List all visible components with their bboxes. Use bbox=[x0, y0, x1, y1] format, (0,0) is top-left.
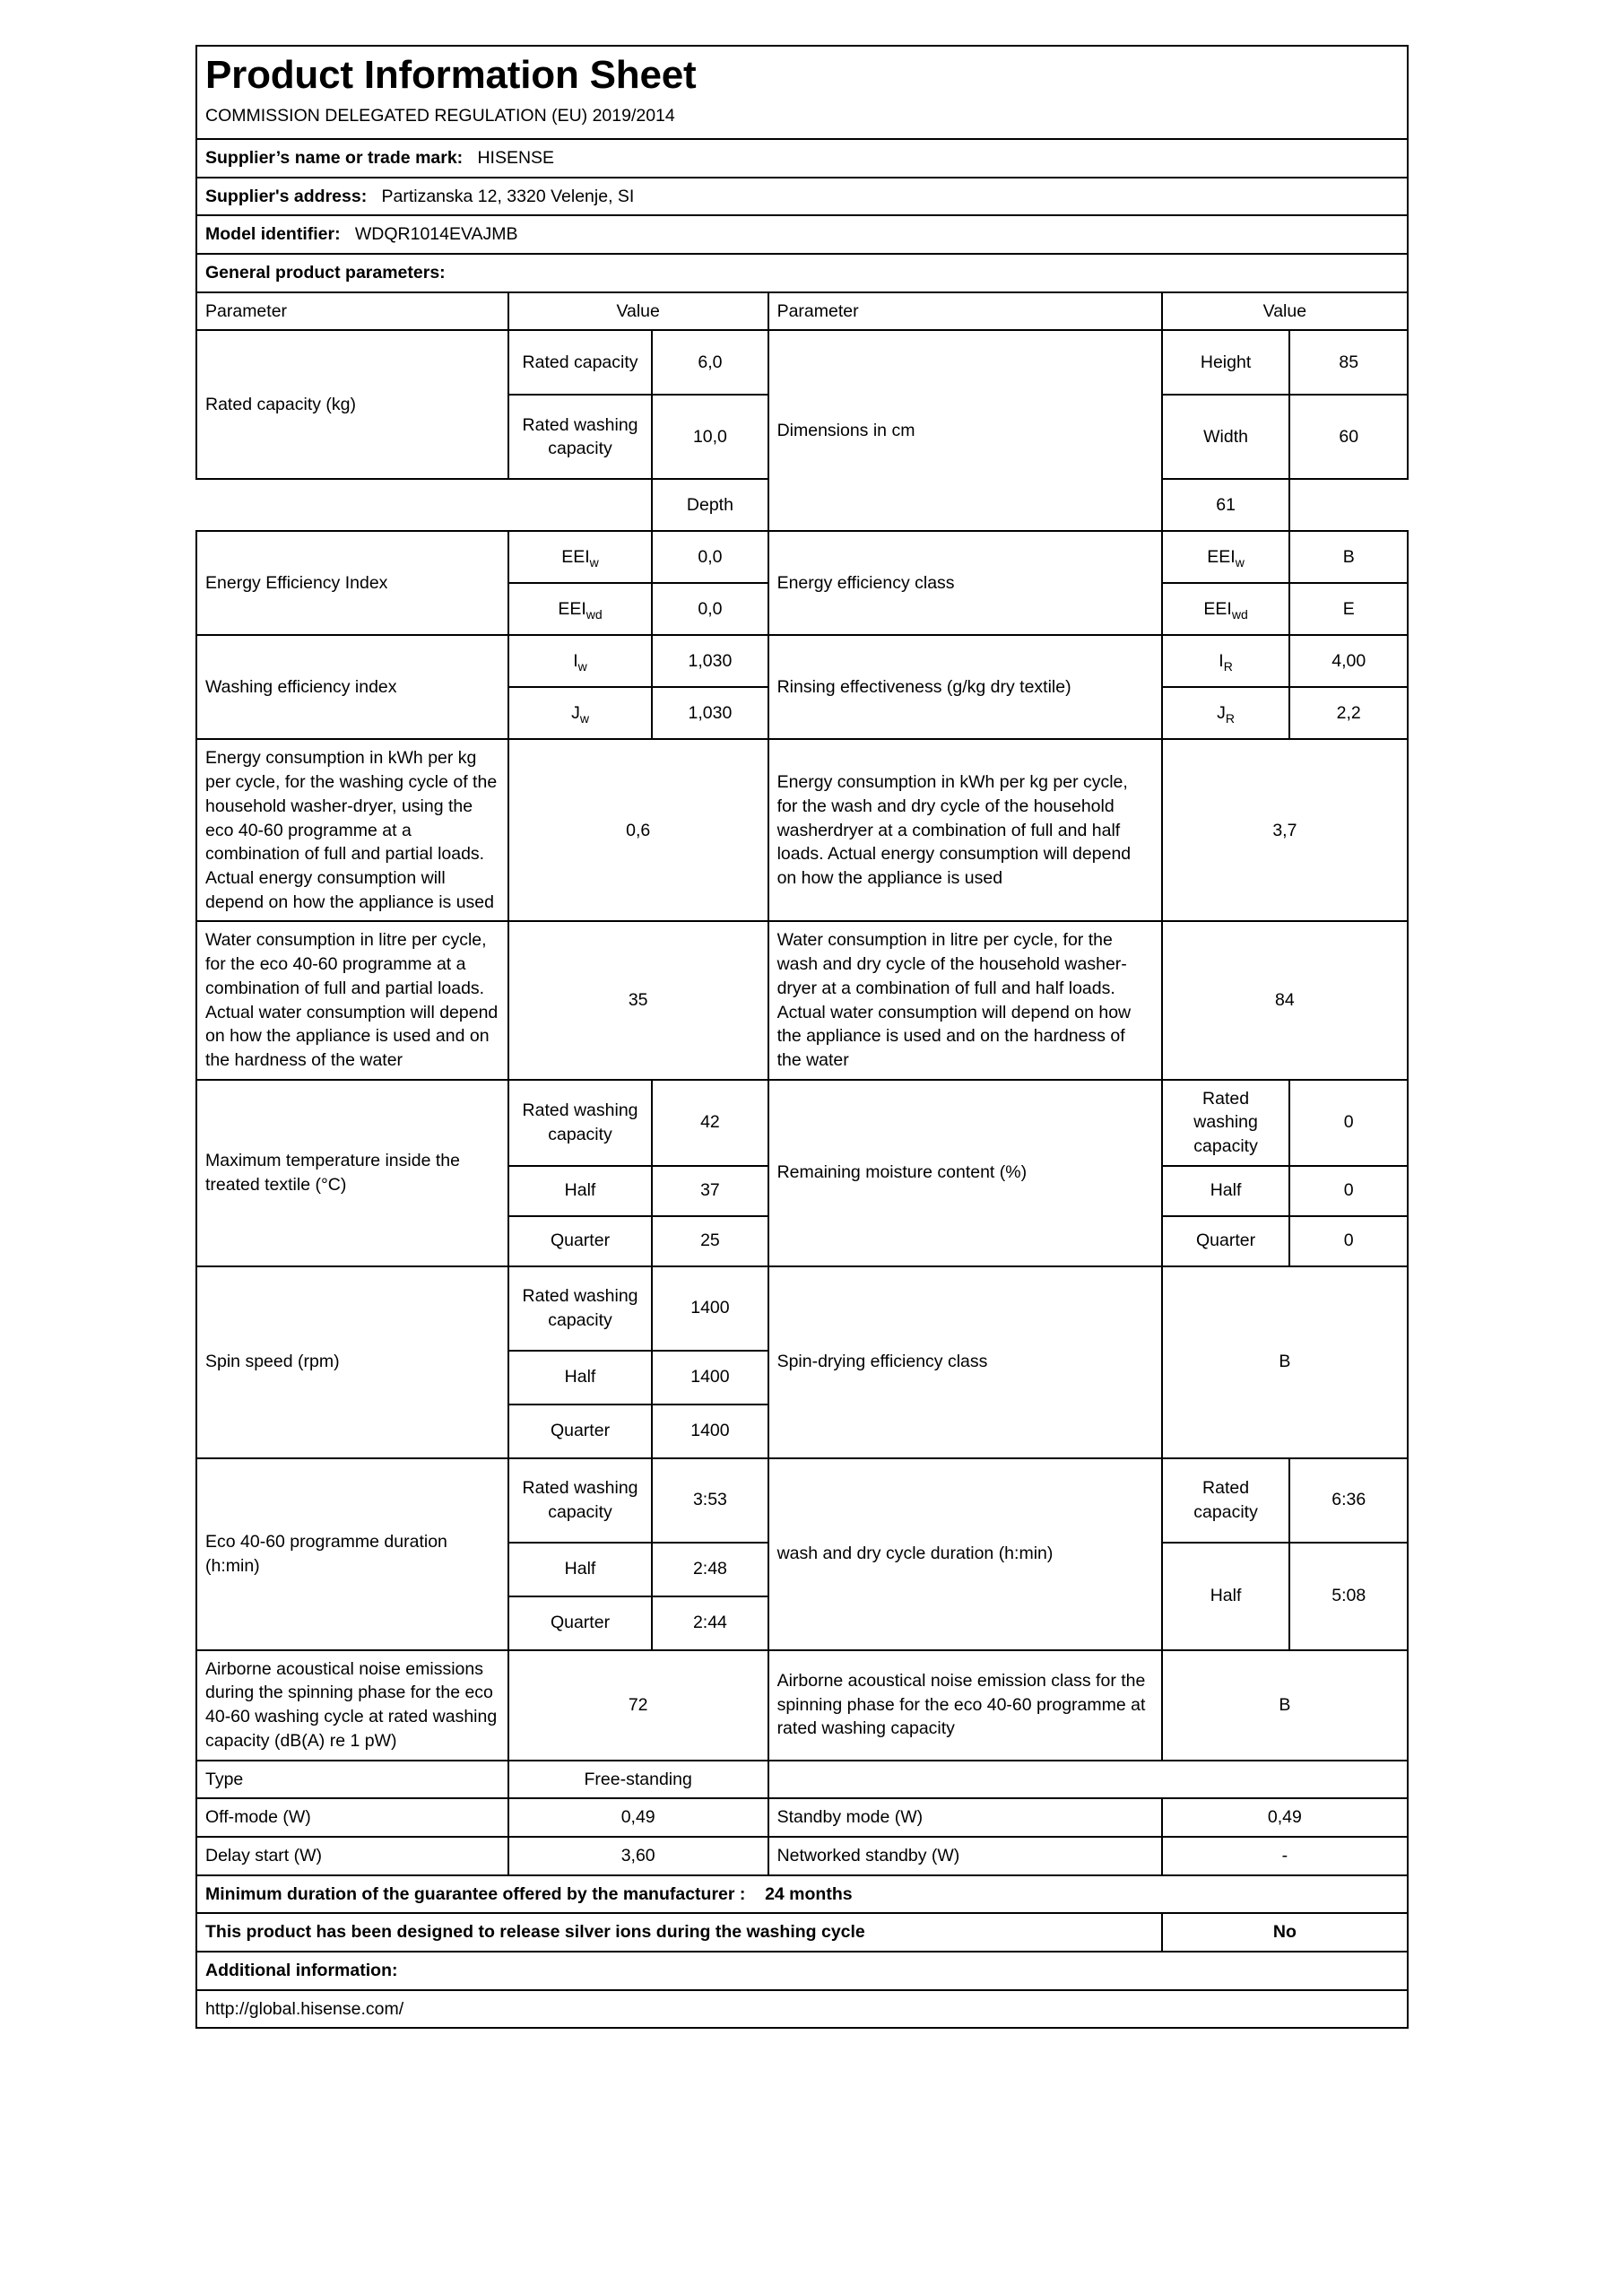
supplier-name-cell bbox=[196, 139, 1408, 178]
dimensions-height-label: Height bbox=[1162, 330, 1290, 395]
moisture-rated-label: Rated washing capacity bbox=[1162, 1080, 1290, 1166]
networked-standby-label: Networked standby (W) bbox=[768, 1837, 1162, 1875]
rated-capacity-row-1 bbox=[196, 330, 1408, 395]
spin-drying-class-label: Spin-drying efficiency class bbox=[768, 1266, 1162, 1458]
washing-efficiency-jw-symbol: $J_w$ bbox=[508, 687, 653, 739]
delay-start-label: Delay start (W) bbox=[196, 1837, 508, 1875]
title-cell bbox=[196, 46, 1408, 139]
column-header-parameter-left: Parameter bbox=[196, 292, 508, 331]
spin-speed-quarter-label: Quarter bbox=[508, 1405, 653, 1458]
washing-efficiency-row-1 bbox=[196, 635, 1408, 687]
dimensions-depth-label: Depth bbox=[652, 479, 768, 531]
supplier-name-value: HISENSE bbox=[477, 147, 555, 168]
rinsing-jr-symbol: $J_R$ bbox=[1162, 687, 1290, 739]
washing-efficiency-iw-symbol: $I_w$ bbox=[508, 635, 653, 687]
off-mode-row bbox=[196, 1798, 1408, 1837]
url-row bbox=[196, 1990, 1408, 2029]
max-temperature-quarter-value: 25 bbox=[652, 1216, 768, 1266]
regulation-reference: COMMISSION DELEGATED REGULATION (EU) 2019/2014 bbox=[205, 106, 675, 126]
silver-ions-value: No bbox=[1162, 1913, 1408, 1952]
supplier-name-label: Supplier’s name or trade mark: bbox=[205, 147, 464, 168]
rinsing-ir-value: 4,00 bbox=[1289, 635, 1408, 687]
delay-start-value: 3,60 bbox=[508, 1837, 768, 1875]
eco-duration-rated-label: Rated washing capacity bbox=[508, 1458, 653, 1543]
guarantee-value: 24 months bbox=[765, 1883, 853, 1904]
washing-efficiency-index-label: Washing efficiency index bbox=[196, 635, 508, 739]
eei-wd-value: 0,0 bbox=[652, 583, 768, 635]
eco-duration-quarter-value: 2:44 bbox=[652, 1596, 768, 1650]
additional-information-row bbox=[196, 1952, 1408, 1990]
dimensions-height-value: 85 bbox=[1289, 330, 1408, 395]
model-identifier-row bbox=[196, 215, 1408, 254]
column-header-value-left: Value bbox=[508, 292, 768, 331]
rinsing-jr-value: 2,2 bbox=[1289, 687, 1408, 739]
dimensions-depth-value: 61 bbox=[1162, 479, 1290, 531]
networked-standby-value: - bbox=[1162, 1837, 1408, 1875]
eco-duration-quarter-label: Quarter bbox=[508, 1596, 653, 1650]
max-temperature-half-value: 37 bbox=[652, 1166, 768, 1216]
additional-information-label: Additional information: bbox=[196, 1952, 1408, 1990]
washing-efficiency-iw-value: 1,030 bbox=[652, 635, 768, 687]
moisture-quarter-value: 0 bbox=[1289, 1216, 1408, 1266]
eei-w-symbol: $EEI_w$ bbox=[508, 531, 653, 583]
standby-mode-value: 0,49 bbox=[1162, 1798, 1408, 1837]
title-row bbox=[196, 46, 1408, 139]
washdry-duration-rated-label: Rated capacity bbox=[1162, 1458, 1290, 1543]
column-header-parameter-right: Parameter bbox=[768, 292, 1162, 331]
energy-consumption-wash-value: 0,6 bbox=[508, 739, 768, 921]
energy-class-w-symbol: $EEI_w$ bbox=[1162, 531, 1290, 583]
spin-speed-quarter-value: 1400 bbox=[652, 1405, 768, 1458]
moisture-rated-value: 0 bbox=[1289, 1080, 1408, 1166]
page-title: Product Information Sheet bbox=[205, 53, 697, 97]
guarantee-row bbox=[196, 1875, 1408, 1914]
supplier-address-cell bbox=[196, 178, 1408, 216]
water-consumption-washdry-label: Water consumption in litre per cycle, for the wash and dry cycle of the household washer-dryer at a combination of full and half loads. Actual water consumption will depend on how the appliance is used and on the hardness of the water bbox=[768, 921, 1162, 1079]
noise-class-value: B bbox=[1162, 1650, 1408, 1761]
off-mode-value: 0,49 bbox=[508, 1798, 768, 1837]
rated-washing-capacity-value: 10,0 bbox=[652, 395, 768, 479]
silver-ions-row bbox=[196, 1913, 1408, 1952]
general-parameters-row bbox=[196, 254, 1408, 292]
energy-consumption-washdry-value: 3,7 bbox=[1162, 739, 1408, 921]
energy-consumption-row bbox=[196, 739, 1408, 921]
spin-speed-label: Spin speed (rpm) bbox=[196, 1266, 508, 1458]
moisture-half-value: 0 bbox=[1289, 1166, 1408, 1216]
eco-duration-rated-value: 3:53 bbox=[652, 1458, 768, 1543]
rated-capacity-value-1: 6,0 bbox=[652, 330, 768, 395]
supplier-address-label: Supplier's address: bbox=[205, 186, 368, 206]
standby-mode-label: Standby mode (W) bbox=[768, 1798, 1162, 1837]
noise-emission-value: 72 bbox=[508, 1650, 768, 1761]
water-consumption-row bbox=[196, 921, 1408, 1079]
delay-start-row bbox=[196, 1837, 1408, 1875]
spin-drying-class-value: B bbox=[1162, 1266, 1408, 1458]
off-mode-label: Off-mode (W) bbox=[196, 1798, 508, 1837]
spin-speed-half-label: Half bbox=[508, 1351, 653, 1405]
energy-class-w-value: B bbox=[1289, 531, 1408, 583]
model-identifier-cell bbox=[196, 215, 1408, 254]
column-header-value-right: Value bbox=[1162, 292, 1408, 331]
type-empty-cell bbox=[768, 1761, 1408, 1799]
max-temperature-rated-value: 42 bbox=[652, 1080, 768, 1166]
moisture-half-label: Half bbox=[1162, 1166, 1290, 1216]
rinsing-ir-symbol: $I_R$ bbox=[1162, 635, 1290, 687]
max-temperature-rated-label: Rated washing capacity bbox=[508, 1080, 653, 1166]
model-identifier-label: Model identifier: bbox=[205, 224, 341, 245]
general-parameters-label: General product parameters: bbox=[196, 254, 1408, 292]
dimensions-width-label: Width bbox=[1162, 395, 1290, 479]
energy-consumption-washdry-label: Energy consumption in kWh per kg per cycle, for the wash and dry cycle of the household washerdryer at a combination of full and half loads. Actual energy consumption will depend on how the appliance is used bbox=[768, 739, 1162, 921]
noise-class-label: Airborne acoustical noise emission class for the spinning phase for the eco 40-60 programme at rated washing capacity bbox=[768, 1650, 1162, 1761]
noise-emission-label: Airborne acoustical noise emissions during the spinning phase for the eco 40-60 washing cycle at rated washing capacity (dB(A) re 1 pW) bbox=[196, 1650, 508, 1761]
rated-capacity-sub-label-1: Rated capacity bbox=[508, 330, 653, 395]
spin-speed-row-1 bbox=[196, 1266, 1408, 1351]
eco-duration-half-label: Half bbox=[508, 1543, 653, 1596]
washing-efficiency-jw-value: 1,030 bbox=[652, 687, 768, 739]
rinsing-effectiveness-label: Rinsing effectiveness (g/kg dry textile) bbox=[768, 635, 1162, 739]
product-information-table bbox=[195, 45, 1409, 2029]
rated-washing-capacity-sub-label: Rated washing capacity bbox=[508, 395, 653, 479]
type-value: Free-standing bbox=[508, 1761, 768, 1799]
type-row bbox=[196, 1761, 1408, 1799]
spin-speed-rated-label: Rated washing capacity bbox=[508, 1266, 653, 1351]
eco-duration-label: Eco 40-60 programme duration (h:min) bbox=[196, 1458, 508, 1650]
supplier-name-row bbox=[196, 139, 1408, 178]
spin-speed-half-value: 1400 bbox=[652, 1351, 768, 1405]
eco-duration-row-1 bbox=[196, 1458, 1408, 1543]
water-consumption-wash-label: Water consumption in litre per cycle, for the eco 40-60 programme at a combination of full and partial loads. Actual water consumption will depend on how the appliance is used and on the hardness of the water bbox=[196, 921, 508, 1079]
moisture-content-label: Remaining moisture content (%) bbox=[768, 1080, 1162, 1266]
rated-capacity-label: Rated capacity (kg) bbox=[196, 330, 508, 479]
supplier-address-row bbox=[196, 178, 1408, 216]
eei-row-1 bbox=[196, 531, 1408, 583]
document-body bbox=[195, 45, 1409, 2029]
moisture-quarter-label: Quarter bbox=[1162, 1216, 1290, 1266]
supplier-address-value: Partizanska 12, 3320 Velenje, SI bbox=[381, 186, 635, 206]
energy-consumption-wash-label: Energy consumption in kWh per kg per cycle, for the washing cycle of the household washer-dryer, using the eco 40-60 programme at a combination of full and partial loads. Actual energy consumption will depend on how the appliance is used bbox=[196, 739, 508, 921]
max-temperature-half-label: Half bbox=[508, 1166, 653, 1216]
eco-duration-half-value: 2:48 bbox=[652, 1543, 768, 1596]
eei-label: Energy Efficiency Index bbox=[196, 531, 508, 635]
spin-speed-rated-value: 1400 bbox=[652, 1266, 768, 1351]
model-identifier-value: WDQR1014EVAJMB bbox=[354, 224, 518, 245]
washdry-duration-rated-value: 6:36 bbox=[1289, 1458, 1408, 1543]
type-label: Type bbox=[196, 1761, 508, 1799]
dimensions-width-value: 60 bbox=[1289, 395, 1408, 479]
silver-ions-label: This product has been designed to release silver ions during the washing cycle bbox=[196, 1913, 1162, 1952]
max-temperature-row-1 bbox=[196, 1080, 1408, 1166]
eei-w-value: 0,0 bbox=[652, 531, 768, 583]
energy-efficiency-class-label: Energy efficiency class bbox=[768, 531, 1162, 635]
water-consumption-washdry-value: 84 bbox=[1162, 921, 1408, 1079]
max-temperature-label: Maximum temperature inside the treated textile (°C) bbox=[196, 1080, 508, 1266]
washdry-duration-label: wash and dry cycle duration (h:min) bbox=[768, 1458, 1162, 1650]
manufacturer-url[interactable]: http://global.hisense.com/ bbox=[196, 1990, 1408, 2029]
water-consumption-wash-value: 35 bbox=[508, 921, 768, 1079]
washdry-duration-half-value: 5:08 bbox=[1289, 1543, 1408, 1650]
energy-class-wd-value: E bbox=[1289, 583, 1408, 635]
guarantee-label: Minimum duration of the guarantee offered by the manufacturer : bbox=[205, 1883, 746, 1904]
noise-row bbox=[196, 1650, 1408, 1761]
column-header-row bbox=[196, 292, 1408, 331]
washdry-duration-half-label: Half bbox=[1162, 1543, 1290, 1650]
eei-wd-symbol: $EEI_{wd}$ bbox=[508, 583, 653, 635]
guarantee-cell bbox=[196, 1875, 1408, 1914]
energy-class-wd-symbol: $EEI_{wd}$ bbox=[1162, 583, 1290, 635]
max-temperature-quarter-label: Quarter bbox=[508, 1216, 653, 1266]
dimensions-label: Dimensions in cm bbox=[768, 330, 1162, 531]
